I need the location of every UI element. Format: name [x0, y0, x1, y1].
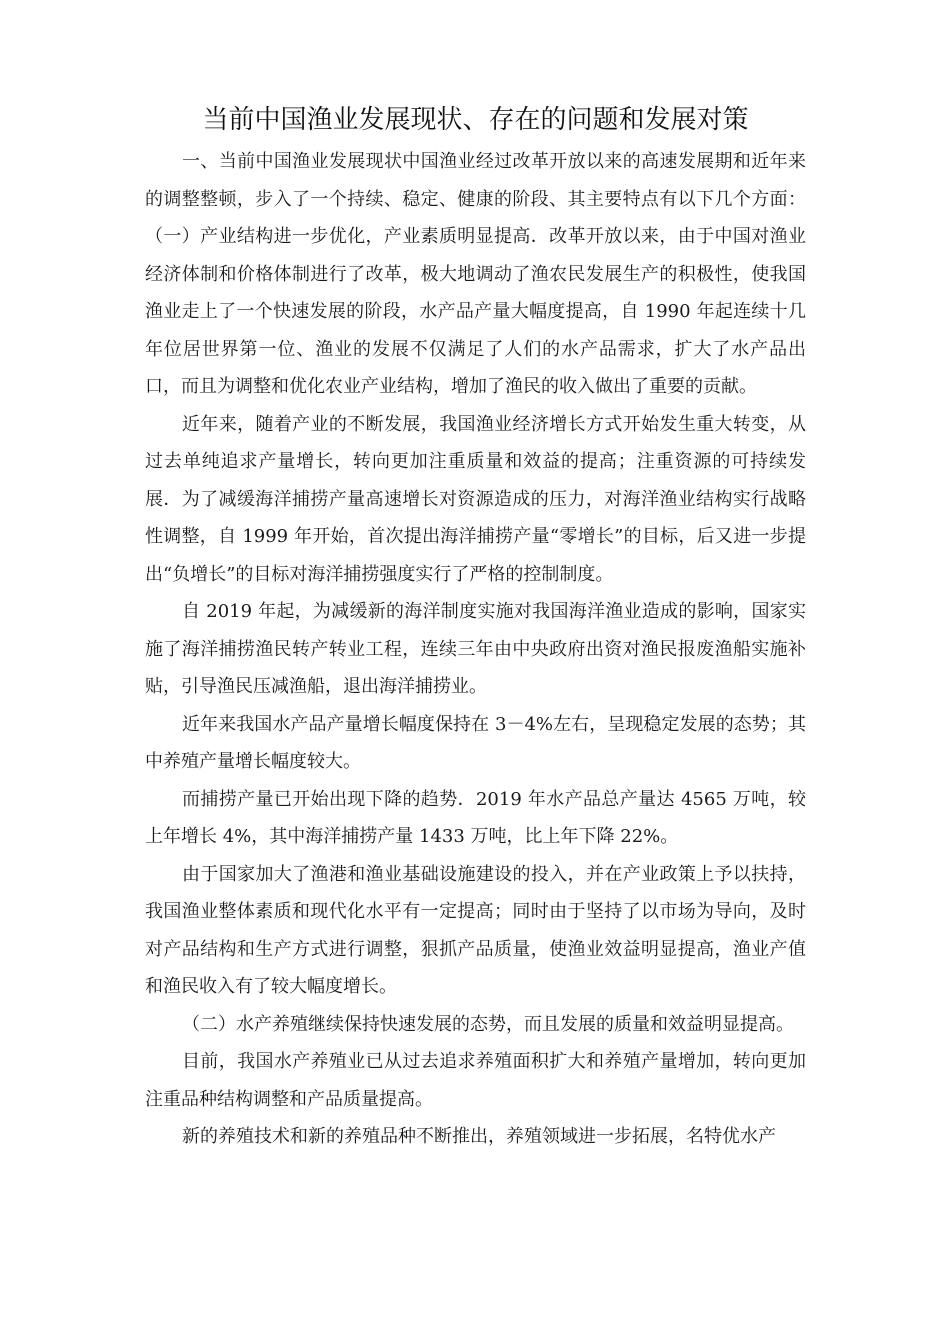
document-body	[145, 100, 806, 1156]
paragraph-2: 近年来，随着产业的不断发展，我国渔业经济增长方式开始发生重大转变，从过去单纯追求产量增长，转向更加注重质量和效益的提高；注重资源的可持续发展．为了减缓海洋捕捞产量高速增长对资源造成的压力，对海洋渔业结构实行战略性调整，自 1999 年开始，首次提出海洋捕捞产量“零增长”的目标，后又进一步提出“负增长”的目标对海洋捕捞强度实行了严格的控制制度。	[145, 413, 806, 585]
paragraph-7: （二）水产养殖继续保持快速发展的态势，而且发展的质量和效益明显提高。	[182, 1013, 794, 1035]
paragraph-6: 由于国家加大了渔港和渔业基础设施建设的投入，并在产业政策上予以扶持，我国渔业整体素质和现代化水平有一定提高；同时由于坚持了以市场为导向，及时对产品结构和生产方式进行调整，狠抓产品质量，使渔业效益明显提高，渔业产值和渔民收入有了较大幅度增长。	[145, 863, 806, 997]
document-title: 当前中国渔业发展现状、存在的问题和发展对策	[202, 105, 749, 135]
paragraph-1: 一、当前中国渔业发展现状中国渔业经过改革开放以来的高速发展期和近年来的调整整顿，步入了一个持续、稳定、健康的阶段、其主要特点有以下几个方面：（一）产业结构进一步优化，产业素质明显提高．改革开放以来，由于中国对渔业经济体制和价格体制进行了改革，极大地调动了渔农民发展生产的积极性，使我国渔业走上了一个快速发展的阶段，水产品产量大幅度提高，自 1990 年起连续十几年位居世界第一位、渔业的发展不仅满足了人们的水产品需求，扩大了水产品出口，而且为调整和优化农业产业结构，增加了渔民的收入做出了重要的贡献。	[145, 151, 806, 397]
paragraph-3: 自 2019 年起，为减缓新的海洋制度实施对我国海洋渔业造成的影响，国家实施了海洋捕捞渔民转产转业工程，连续三年由中央政府出资对渔民报废渔船实施补贴，引导渔民压减渔船，退出海洋捕捞业。	[145, 601, 806, 697]
paragraph-9: 新的养殖技术和新的养殖品种不断推出，养殖领域进一步拓展，名特优水产	[182, 1126, 776, 1147]
paragraph-5: 而捕捞产量已开始出现下降的趋势．2019 年水产品总产量达 4565 万吨，较上年增长 4%，其中海洋捕捞产量 1433 万吨，比上年下降 22%。	[145, 788, 806, 847]
paragraph-4: 近年来我国水产品产量增长幅度保持在 3－4%左右，呈现稳定发展的态势；其中养殖产量增长幅度较大。	[145, 713, 806, 772]
paragraph-8: 目前，我国水产养殖业已从过去追求养殖面积扩大和养殖产量增加，转向更加注重品种结构调整和产品质量提高。	[145, 1051, 806, 1110]
